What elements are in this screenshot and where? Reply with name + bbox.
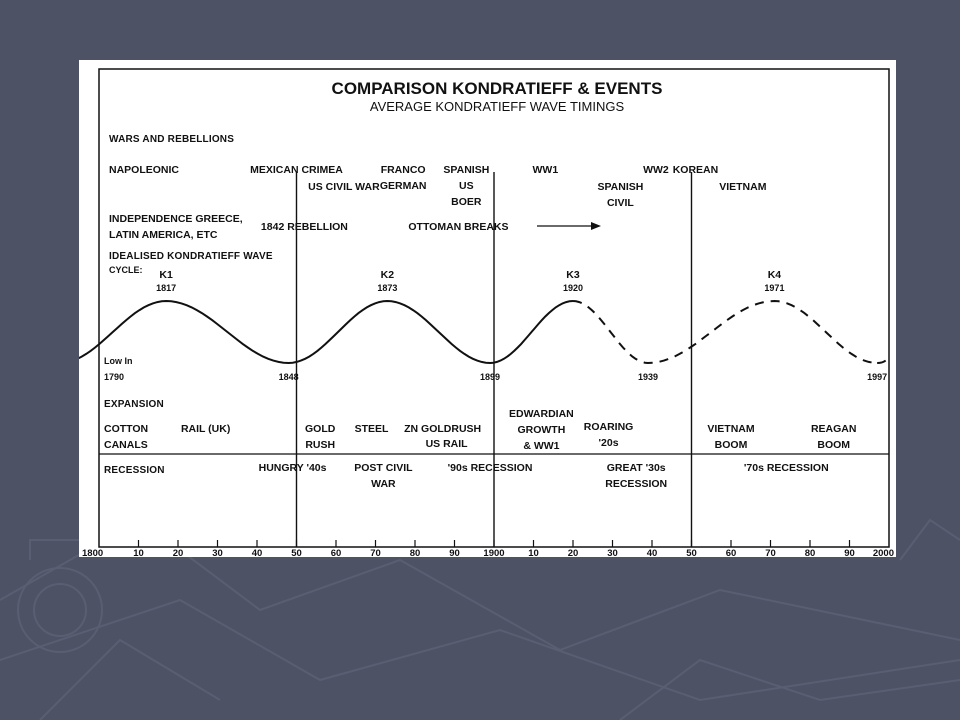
x-axis-tick-label: 10 — [528, 548, 539, 557]
x-axis-tick-label: 80 — [409, 548, 421, 557]
x-axis-tick-label: 2000 — [872, 548, 894, 557]
expansion-event-label: COTTON — [104, 423, 149, 435]
section-label-expansion: EXPANSION — [104, 399, 164, 410]
wave-projected-line — [573, 301, 877, 363]
x-axis-tick-label: 90 — [449, 548, 460, 557]
cycle-name-label: K2 — [380, 269, 395, 281]
cycle-name-label: K4 — [767, 269, 782, 281]
war-event-label: 1842 REBELLION — [260, 221, 348, 233]
x-axis-tick-label: 10 — [133, 548, 144, 557]
cycle-peak-year-label: 1817 — [156, 283, 177, 293]
x-axis-tick-label: 40 — [251, 548, 263, 557]
war-event-label: NAPOLEONIC — [109, 164, 180, 176]
war-event-label: OTTOMAN BREAKS — [408, 221, 509, 233]
recession-event-label: RECESSION — [605, 478, 668, 490]
wave-line — [79, 301, 573, 363]
war-event-label: INDEPENDENCE GREECE, — [109, 213, 243, 225]
chart-title: COMPARISON KONDRATIEFF & EVENTS — [331, 79, 663, 98]
expansion-event-label: VIETNAM — [707, 423, 755, 435]
section-label-recession: RECESSION — [104, 465, 165, 476]
war-event-label: CIVIL — [606, 197, 634, 209]
recession-event-label: WAR — [371, 478, 396, 490]
expansion-event-label: CANALS — [104, 439, 148, 451]
kondratieff-chart — [79, 60, 896, 557]
recession-event-label: '90s RECESSION — [447, 462, 533, 474]
war-event-label: WW2 — [643, 164, 669, 176]
section-label-wave: IDEALISED KONDRATIEFF WAVE — [109, 251, 273, 262]
expansion-event-label: ZN GOLDRUSH — [404, 423, 482, 435]
cycle-peak-year-label: 1920 — [562, 283, 584, 293]
x-axis-tick-label: 60 — [725, 548, 737, 557]
war-event-label: LATIN AMERICA, ETC — [109, 229, 218, 241]
war-event-label: GERMAN — [379, 180, 427, 192]
expansion-event-label: RAIL (UK) — [180, 423, 231, 435]
war-event-label: VIETNAM — [719, 181, 767, 193]
expansion-event-label: RUSH — [305, 439, 336, 451]
recession-event-label: GREAT '30s — [606, 462, 666, 474]
expansion-event-label: GOLD — [305, 423, 336, 435]
x-axis-tick-label: 40 — [646, 548, 658, 557]
wave-projected-tail — [877, 357, 889, 363]
x-axis-tick-label: 50 — [686, 548, 697, 557]
x-axis-tick-label: 50 — [291, 548, 302, 557]
x-axis-tick-label: 90 — [844, 548, 855, 557]
war-event-label: US — [459, 180, 474, 192]
x-axis-tick-label: 70 — [765, 548, 776, 557]
expansion-event-label: BOOM — [817, 439, 851, 451]
x-axis-tick-label: 20 — [567, 548, 579, 557]
expansion-event-label: '20s — [598, 437, 619, 449]
x-axis-tick-label: 60 — [330, 548, 342, 557]
cycle-peak-year-label: 1971 — [764, 283, 785, 293]
chart-subtitle: AVERAGE KONDRATIEFF WAVE TIMINGS — [369, 99, 625, 114]
cycle-prefix-label: CYCLE: — [109, 265, 143, 275]
low-in-label: Low In — [104, 356, 133, 366]
cycle-name-label: K1 — [159, 269, 173, 281]
war-event-label: SPANISH — [597, 181, 644, 193]
section-label-wars: WARS AND REBELLIONS — [109, 134, 235, 145]
cycle-name-label: K3 — [566, 269, 580, 281]
war-event-label: KOREAN — [672, 164, 719, 176]
war-event-label: BOER — [451, 196, 482, 208]
expansion-event-label: ROARING — [583, 421, 634, 433]
x-axis-tick-label: 30 — [607, 548, 618, 557]
trough-year-label: 1997 — [867, 372, 888, 382]
expansion-event-label: EDWARDIAN — [509, 408, 574, 420]
war-event-label: FRANCO — [380, 164, 426, 176]
x-axis-tick-label: 30 — [212, 548, 223, 557]
x-axis-tick-label: 1900 — [483, 548, 505, 557]
recession-event-label: HUNGRY '40s — [258, 462, 327, 474]
x-axis-tick-label: 1800 — [82, 548, 104, 557]
chart-panel — [79, 60, 896, 557]
expansion-event-label: & WW1 — [523, 440, 560, 452]
cycle-peak-year-label: 1873 — [377, 283, 398, 293]
war-event-label: WW1 — [532, 164, 559, 176]
expansion-event-label: BOOM — [714, 439, 748, 451]
expansion-event-label: GROWTH — [517, 424, 566, 436]
trough-year-label: 1899 — [480, 372, 501, 382]
x-axis-tick-label: 70 — [370, 548, 381, 557]
recession-event-label: '70s RECESSION — [743, 462, 829, 474]
war-event-label: SPANISH — [443, 164, 490, 176]
expansion-event-label: STEEL — [354, 423, 389, 435]
trough-year-label: 1848 — [278, 372, 299, 382]
expansion-event-label: US RAIL — [425, 438, 468, 450]
x-axis-tick-label: 20 — [172, 548, 184, 557]
recession-event-label: POST CIVIL — [354, 462, 413, 474]
x-axis-tick-label: 80 — [804, 548, 816, 557]
trough-year-label: 1790 — [104, 372, 125, 382]
trough-year-label: 1939 — [638, 372, 659, 382]
ottoman-arrow-head — [591, 222, 601, 230]
expansion-event-label: REAGAN — [810, 423, 857, 435]
war-event-label: MEXICAN CRIMEA — [250, 164, 343, 176]
war-event-label: US CIVIL WAR — [308, 181, 380, 193]
